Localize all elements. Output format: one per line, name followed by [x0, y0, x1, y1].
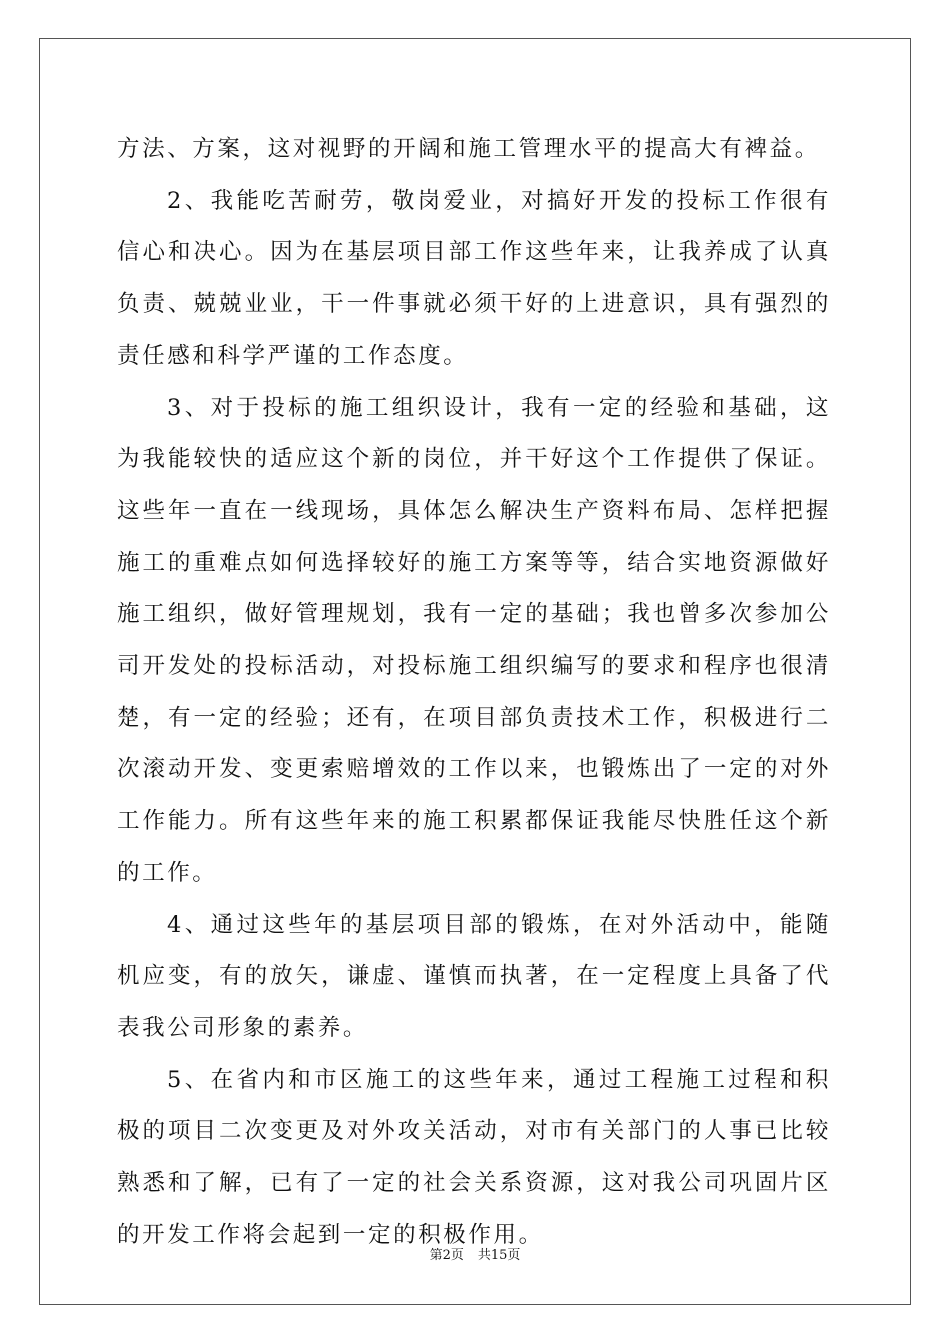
- page-total: 共15页: [477, 1248, 521, 1263]
- page-number: 第2页: [429, 1248, 464, 1263]
- page-footer: [0, 1247, 950, 1265]
- paragraph-item-2: 2、我能吃苦耐劳，敬岗爱业，对搞好开发的投标工作很有信心和决心。因为在基层项目部工作这些年来，让我养成了认真负责、兢兢业业，干一件事就必须干好的上进意识，具有强烈的责任感和科学严谨的工作态度。: [117, 187, 831, 369]
- paragraph-item-4: 4、通过这些年的基层项目部的锻炼，在对外活动中，能随机应变，有的放矢，谦虚、谨慎而执著，在一定程度上具备了代表我公司形象的素养。: [117, 911, 831, 1041]
- document-body: [117, 124, 831, 1261]
- paragraph-item-5: 5、在省内和市区施工的这些年来，通过工程施工过程和积极的项目二次变更及对外攻关活动，对市有关部门的人事已比较熟悉和了解，已有了一定的社会关系资源，这对我公司巩固片区的开发工作将会起到一定的积极作用。: [117, 1066, 831, 1248]
- paragraph-continuation: 方法、方案，这对视野的开阔和施工管理水平的提高大有裨益。: [117, 136, 820, 162]
- paragraph-item-3: 3、对于投标的施工组织设计，我有一定的经验和基础，这为我能较快的适应这个新的岗位，并干好这个工作提供了保证。这些年一直在一线现场，具体怎么解决生产资料布局、怎样把握施工的重难点如何选择较好的施工方案等等，结合实地资源做好施工组织，做好管理规划，我有一定的基础；我也曾多次参加公司开发处的投标活动，对投标施工组织编写的要求和程序也很清楚，有一定的经验；还有，在项目部负责技术工作，积极进行二次滚动开发、变更索赔增效的工作以来，也锻炼出了一定的对外工作能力。所有这些年来的施工积累都保证我能尽快胜任这个新的工作。: [117, 394, 831, 886]
